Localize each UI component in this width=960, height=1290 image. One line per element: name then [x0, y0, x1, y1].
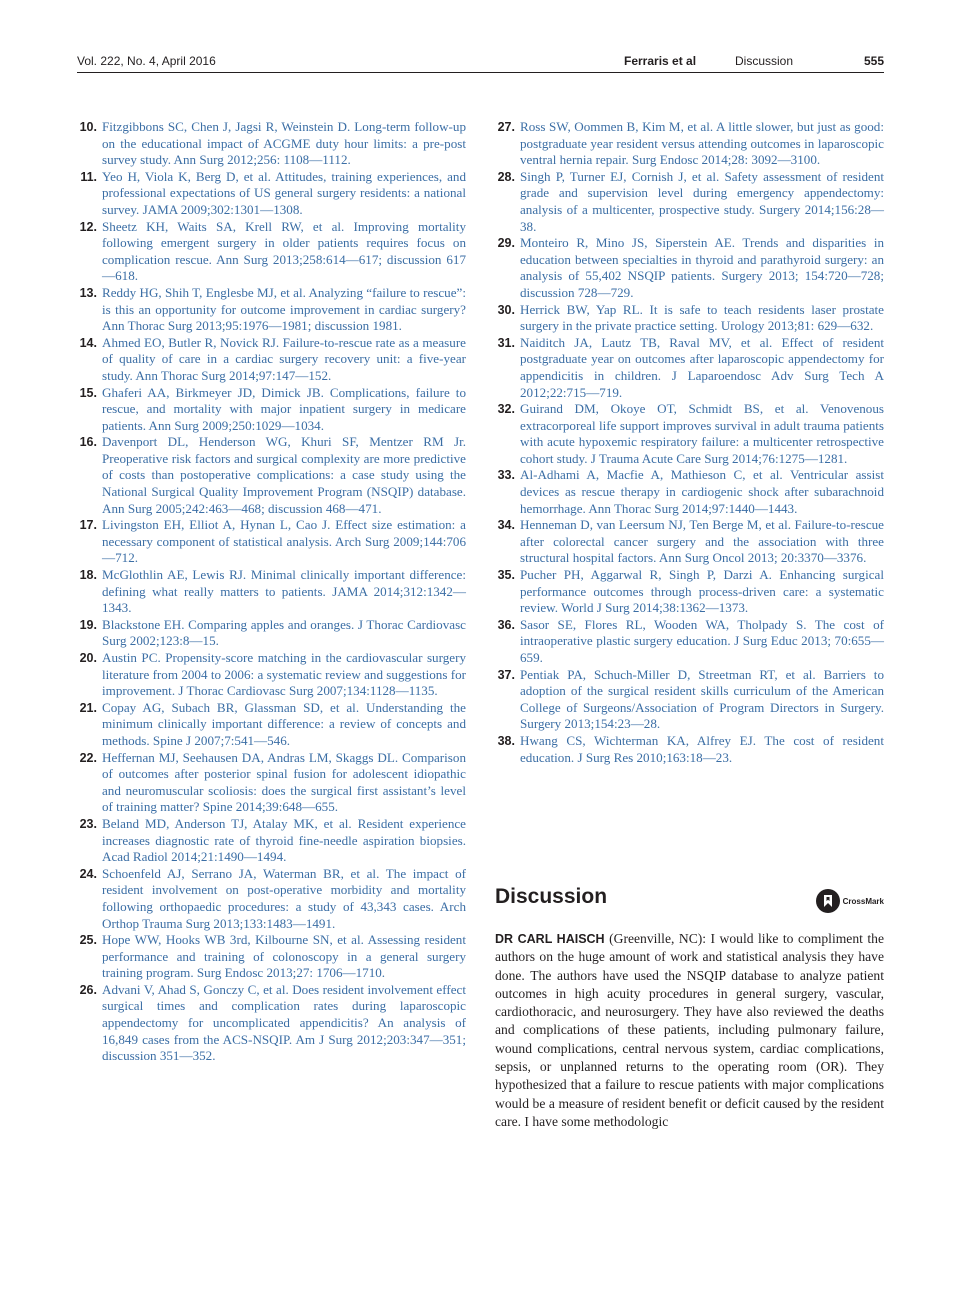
reference-link[interactable]: Beland MD, Anderson TJ, Atalay MK, et al. Resident experience increases diagnostic rate of thyroid fine-needle aspiration biopsies. Acad Radiol 2014;21:1490—1494.	[102, 815, 466, 865]
reference-link[interactable]: Yeo H, Viola K, Berg D, et al. Attitudes, training experiences, and professional expectations of US general surgery residents: a national survey. JAMA 2009;302:1301—1308.	[102, 168, 466, 217]
reference-link[interactable]: Al-Adhami A, Macfie A, Mathieson C, et al. Ventricular assist devices as rescue therapy in cardiogenic shock after subarachnoid hemorrhage. Ann Thorac Surg 2014;97:1440—1443.	[520, 467, 884, 516]
reference-link[interactable]: Fitzgibbons SC, Chen J, Jagsi R, Weinstein D. Long-term follow-up on the educational impact of ACGME duty hour limits: a pre-post survey study. Ann Surg 2012;256: 1108—1112.	[102, 119, 466, 168]
speaker-name: DR CARL HAISCH	[495, 932, 605, 946]
reference-item	[77, 219, 466, 285]
reference-number: 33.	[497, 468, 515, 483]
reference-link[interactable]: Ahmed EO, Butler R, Novick RJ. Failure-to-rescue rate as a measure of quality of care in a cardiac surgery recovery unit: a five-year study. Ann Thorac Surg 2014;97:147—152.	[102, 334, 466, 383]
page-number: 555	[863, 54, 884, 68]
reference-link[interactable]: Austin PC. Propensity-score matching in the cardiovascular surgery literature from 2004 to 2006: a systematic review and suggestions for improvement. J Thorac Cardiovasc Surg 2007;134:1128—1135.	[102, 650, 466, 699]
reference-number: 38.	[497, 733, 515, 748]
reference-item	[495, 467, 884, 517]
reference-item	[77, 932, 466, 982]
reference-number: 28.	[497, 169, 515, 184]
reference-number: 26.	[79, 982, 97, 997]
reference-item	[77, 982, 466, 1065]
reference-item	[495, 733, 884, 766]
reference-number: 29.	[497, 236, 515, 251]
crossmark-badge[interactable]	[816, 888, 884, 914]
reference-item	[495, 235, 884, 301]
crossmark-label: CrossMark	[842, 896, 884, 906]
reference-link[interactable]: Pentiak PA, Schuch-Miller D, Streetman RT, et al. Barriers to adoption of the surgical resident skills curriculum of the American College of Surgeons/Association of Program Directors in Surgery. Surgery 2013;154:23—28.	[520, 666, 884, 732]
reference-link[interactable]: Ross SW, Oommen B, Kim M, et al. A little slower, but just as good: postgraduate year resident versus attending outcomes in laparoscopic ventral hernia repair. Surg Endosc 2014;28: 3092—3100.	[520, 119, 884, 168]
reference-item	[77, 816, 466, 866]
reference-link[interactable]: Sasor SE, Flores RL, Wooden WA, Tholpady S. The cost of intraoperative plastic surgery education. J Surg Educ 2013; 70:655—659.	[520, 616, 884, 665]
reference-number: 31.	[497, 335, 515, 350]
reference-link[interactable]: Naiditch JA, Lautz TB, Raval MV, et al. Effect of resident postgraduate year on outcomes after laparoscopic appendectomy for appendicitis in children. J Laparoendosc Adv Surg Tech A 2012;22:715—719.	[520, 334, 884, 400]
reference-number: 19.	[79, 617, 97, 632]
reference-item	[495, 169, 884, 235]
reference-link[interactable]: Advani V, Ahad S, Gonczy C, et al. Does resident involvement effect surgical times and complication rates during laparoscopic appendectomy for uncomplicated appendicitis? An analysis of 16,849 cases from the ACS-NSQIP. Am J Surg 2012;203:347—351; discussion 351—352.	[102, 981, 466, 1064]
reference-number: 36.	[497, 617, 515, 632]
reference-number: 15.	[79, 385, 97, 400]
reference-link[interactable]: Livingston EH, Elliot A, Hynan L, Cao J. Effect size estimation: a necessary component of statistical analysis. Arch Surg 2009;144:706—712.	[102, 517, 466, 566]
reference-number: 23.	[79, 816, 97, 831]
reference-number: 30.	[497, 302, 515, 317]
reference-item	[495, 617, 884, 667]
reference-item	[495, 567, 884, 617]
reference-link[interactable]: Davenport DL, Henderson WG, Khuri SF, Mentzer RM Jr. Preoperative risk factors and surgical complexity are more predictive of costs than postoperative complications: a case study using the National Surgical Quality Improvement Program (NSQIP) database. Ann Surg 2005;242:463—468; discussion 468—471.	[102, 434, 466, 516]
reference-number: 18.	[79, 568, 97, 583]
reference-item	[77, 434, 466, 517]
reference-number: 27.	[497, 120, 515, 134]
reference-item	[77, 385, 466, 435]
reference-link[interactable]: Reddy HG, Shih T, Englesbe MJ, et al. Analyzing “failure to rescue”: is this an opportunity for outcome improvement in cardiac surgery? Ann Thorac Surg 2013;95:1976—1981; discussion 1981.	[102, 284, 466, 334]
discussion-text: I would like to compliment the authors on the huge amount of work and statistical analysis they have done. The authors have used the NSQIP database to analyze patient outcomes in high acuity procedures in general surgery, vascular, cardiothoracic, and neurosurgery. They have also reviewed the deaths and complications of these patients, including pulmonary failure, wound complications, central nervous system, cardiac complications, sepsis, or unplanned returns to the operating room (OR). They hypothesized that a failure to rescue patients with major complications would be a measure of resident benefit or deficit caused by the resident care. I have some methodologic	[495, 931, 884, 1129]
reference-item	[495, 335, 884, 401]
reference-number: 34.	[497, 518, 515, 533]
reference-number: 10.	[79, 120, 97, 134]
reference-number: 24.	[79, 866, 97, 881]
journal-volume: Vol. 222, No. 4, April 2016	[77, 54, 216, 68]
reference-number: 22.	[79, 750, 97, 765]
running-section: Discussion	[735, 54, 794, 68]
reference-number: 20.	[79, 651, 97, 665]
reference-number: 16.	[79, 435, 97, 450]
reference-link[interactable]: Monteiro R, Mino JS, Siperstein AE. Trends and disparities in education between specialties in thyroid and parathyroid surgery: an analysis of 55,402 NSQIP patients. Surgery 2013; 154:720—728; discussion 728—729.	[520, 235, 884, 300]
references-right-column	[495, 119, 884, 766]
reference-link[interactable]: Blackstone EH. Comparing apples and oranges. J Thorac Cardiovasc Surg 2002;123:8—15.	[102, 616, 466, 649]
running-header	[77, 54, 884, 73]
reference-link[interactable]: Herrick BW, Yap RL. It is safe to teach residents laser prostate surgery in the private practice setting. Urology 2013;81: 629—632.	[520, 301, 884, 334]
reference-link[interactable]: Sheetz KH, Waits SA, Krell RW, et al. Improving mortality following emergent surgery in older patients requires focus on complication rescue. Ann Surg 2013;258:614—617; discussion 617—618.	[102, 218, 466, 284]
reference-link[interactable]: Copay AG, Subach BR, Glassman SD, et al. Understanding the minimum clinically important difference: a review of concepts and methods. Spine J 2007;7:541—546.	[102, 699, 466, 748]
reference-link[interactable]: Hope WW, Hooks WB 3rd, Kilbourne SN, et al. Assessing resident performance and training of colonoscopy in a general surgery training program. Surg Endosc 2013;27: 1706—1710.	[102, 932, 466, 981]
reference-item	[77, 119, 466, 169]
reference-item	[77, 567, 466, 617]
reference-item	[495, 302, 884, 335]
discussion-heading: Discussion	[495, 885, 608, 908]
reference-link[interactable]: Schoenfeld AJ, Serrano JA, Waterman BR, et al. The impact of resident involvement on post-operative morbidity and mortality following orthopaedic procedures: a study of 43,343 cases. Arch Orthop Trauma Surg 2013;133:1483—1491.	[102, 865, 466, 931]
reference-number: 37.	[497, 667, 515, 682]
reference-link[interactable]: Pucher PH, Aggarwal R, Singh P, Darzi A. Enhancing surgical performance outcomes through process-driven care: a systematic review. World J Surg 2014;38:1362—1373.	[520, 567, 884, 616]
reference-item	[495, 401, 884, 467]
references-left-column	[77, 119, 466, 1065]
reference-number: 13.	[79, 285, 97, 300]
reference-number: 12.	[79, 219, 97, 234]
running-authors: Ferraris et al	[624, 54, 697, 68]
discussion-section	[495, 884, 884, 1145]
reference-link[interactable]: Henneman D, van Leersum NJ, Ten Berge M, et al. Failure-to-rescue after colorectal cancer surgery and the association with three structural hospital factors. Ann Surg Oncol 2013; 20:3370—3376.	[520, 517, 884, 566]
speaker-location: (Greenville, NC):	[609, 931, 707, 946]
reference-number: 14.	[79, 335, 97, 350]
reference-link[interactable]: Ghaferi AA, Birkmeyer JD, Dimick JB. Complications, failure to rescue, and mortality with major inpatient surgery in medicare patients. Ann Surg 2009;250:1029—1034.	[102, 384, 466, 433]
reference-item	[77, 335, 466, 385]
reference-item	[495, 517, 884, 567]
reference-link[interactable]: McGlothlin AE, Lewis RJ. Minimal clinically important difference: defining what really matters to patients. JAMA 2014;312:1342—1343.	[102, 567, 466, 616]
reference-item	[77, 285, 466, 335]
reference-item	[77, 750, 466, 816]
reference-item	[77, 866, 466, 932]
reference-item	[77, 517, 466, 567]
discussion-paragraph	[495, 930, 884, 1131]
reference-link[interactable]: Hwang CS, Wichterman KA, Alfrey EJ. The cost of resident education. J Surg Res 2010;163:18—23.	[520, 732, 884, 765]
reference-number: 32.	[497, 402, 515, 417]
reference-link[interactable]: Singh P, Turner EJ, Cornish J, et al. Safety assessment of resident grade and supervision level during emergency appendectomy: analysis of a multicenter, prospective study. Surgery 2014;156:28—38.	[520, 168, 884, 234]
reference-number: 25.	[79, 933, 97, 948]
reference-item	[77, 169, 466, 219]
reference-number: 11.	[80, 169, 97, 184]
reference-link[interactable]: Heffernan MJ, Seehausen DA, Andras LM, Skaggs DL. Comparison of outcomes after posterior spinal fusion for adolescent idiopathic and neuromuscular scoliosis: does the surgical first assistant’s level of training matter? Spine 2014;39:648—655.	[102, 749, 466, 815]
crossmark-icon	[816, 889, 840, 913]
reference-link[interactable]: Guirand DM, Okoye OT, Schmidt BS, et al. Venovenous extracorporeal life support improves survival in adult trauma patients with acute hypoxemic respiratory failure: a multicenter retrospective cohort study. J Trauma Acute Care Surg 2014;76:1275—1281.	[520, 401, 884, 466]
reference-item	[77, 650, 466, 700]
reference-number: 35.	[497, 568, 515, 583]
reference-item	[77, 700, 466, 750]
reference-item	[77, 617, 466, 650]
reference-item	[495, 119, 884, 169]
reference-item	[495, 667, 884, 733]
reference-number: 17.	[79, 518, 97, 533]
reference-number: 21.	[79, 700, 97, 715]
